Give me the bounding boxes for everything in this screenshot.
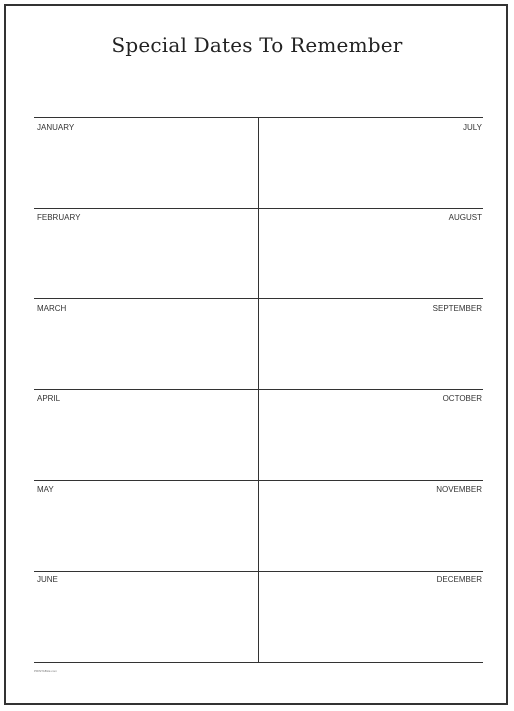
page-title: Special Dates To Remember (111, 33, 403, 57)
month-label-march: MARCH (37, 304, 67, 313)
month-label-april: APRIL (37, 394, 61, 403)
month-label-july: JULY (463, 123, 482, 132)
month-label-september: SEPTEMBER (432, 304, 482, 313)
month-label-august: AUGUST (448, 213, 482, 222)
month-label-january: JANUARY (37, 123, 75, 132)
month-label-may: MAY (37, 485, 54, 494)
column-divider (258, 117, 259, 662)
month-label-december: DECEMBER (436, 575, 482, 584)
month-grid (34, 117, 483, 662)
footer-credit: PRINTABLE.com (34, 669, 57, 673)
divider-line (34, 662, 483, 663)
month-label-february: FEBRUARY (37, 213, 81, 222)
month-label-october: OCTOBER (442, 394, 482, 403)
month-label-june: JUNE (37, 575, 58, 584)
month-label-november: NOVEMBER (436, 485, 482, 494)
